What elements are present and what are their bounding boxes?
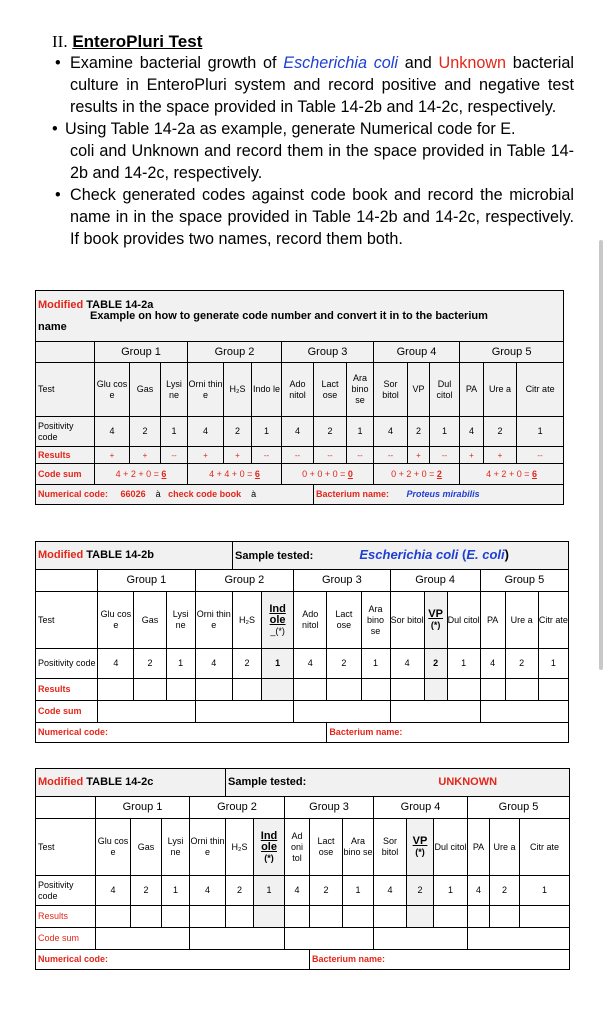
row-label: Results <box>36 679 98 701</box>
code-sum-expression: 4 + 2 + 0 = <box>115 468 162 479</box>
result-input-cell[interactable] <box>310 906 343 928</box>
positivity-value: 2 <box>484 417 517 447</box>
positivity-value: 1 <box>252 417 282 447</box>
blank-cell <box>36 797 96 819</box>
test-name: Lact ose <box>314 363 347 417</box>
table-title-cell <box>36 769 226 797</box>
result-value: -- <box>282 447 314 464</box>
group-label: Group 4 <box>374 797 468 819</box>
positivity-value: 2 <box>505 649 538 679</box>
result-value: -- <box>374 447 408 464</box>
test-name: Orni thin e <box>190 819 226 876</box>
group-label: Group 2 <box>190 797 285 819</box>
positivity-value: 4 <box>285 876 310 906</box>
positivity-value: 1 <box>538 649 568 679</box>
positivity-value: 4 <box>98 649 134 679</box>
result-input-cell[interactable] <box>343 906 374 928</box>
row-label: Results <box>36 906 96 928</box>
test-row <box>36 363 564 417</box>
table-14-2c <box>35 768 570 970</box>
result-value: -- <box>517 447 564 464</box>
test-name: Glu cos e <box>96 819 131 876</box>
instruction-text: bacterial culture in EnteroPluri system and record positive and negative test results in the space provided in Table 14-2b and 14-2c, respectively. <box>70 54 574 116</box>
group-row <box>36 342 564 363</box>
positivity-value: 4 <box>460 417 484 447</box>
group-label: Group 2 <box>195 570 294 592</box>
test-name: Lysi ne <box>161 363 188 417</box>
positivity-value: 1 <box>447 649 480 679</box>
test-name: Ure a <box>505 592 538 649</box>
result-input-cell[interactable] <box>327 679 361 701</box>
positivity-value: 1 <box>162 876 190 906</box>
result-value: + <box>95 447 130 464</box>
positivity-value: 2 <box>233 649 262 679</box>
bullet-icon: • <box>52 120 58 138</box>
table-title: TABLE 14-2a <box>86 298 154 311</box>
row-label: Positivity code <box>36 649 98 679</box>
group-label: Group 2 <box>188 342 282 363</box>
test-name: H₂S <box>233 592 262 649</box>
sample-paren: ) <box>504 547 509 562</box>
code-sum <box>188 464 282 485</box>
test-name: Ado nitol <box>282 363 314 417</box>
unknown-label: Unknown <box>438 54 507 72</box>
code-sum-input[interactable] <box>390 701 480 723</box>
sample-abbrev: E. coli <box>466 547 505 562</box>
arrow-glyph: à <box>155 489 161 499</box>
code-sum-expression: 0 + 0 + 0 = <box>302 468 348 479</box>
code-sum-expression: 0 + 2 + 0 = <box>391 468 437 479</box>
positivity-row <box>36 876 570 906</box>
indole-note: _(*) <box>270 625 285 636</box>
positivity-value: 1 <box>520 876 570 906</box>
result-input-cell[interactable] <box>480 679 505 701</box>
bacterium-name-label: Bacterium name: <box>312 954 386 964</box>
positivity-value: 2 <box>130 417 161 447</box>
row-label: Code sum <box>36 928 96 950</box>
positivity-value: 2 <box>310 876 343 906</box>
test-name: Dul citol <box>434 819 468 876</box>
positivity-row <box>36 649 569 679</box>
numerical-row <box>36 485 564 505</box>
positivity-value: 1 <box>430 417 460 447</box>
result-input-cell[interactable] <box>190 906 226 928</box>
result-input-cell[interactable] <box>490 906 520 928</box>
test-name: Dul citol <box>430 363 460 417</box>
group-label: Group 5 <box>460 342 564 363</box>
result-input-cell[interactable] <box>262 679 294 701</box>
test-name-vp <box>407 819 434 876</box>
instruction-text: Examine bacterial growth of <box>70 54 284 72</box>
group-label: Group 3 <box>282 342 374 363</box>
group-label: Group 3 <box>294 570 390 592</box>
result-input-cell[interactable] <box>226 906 254 928</box>
positivity-value: 4 <box>95 417 130 447</box>
instruction-text: Check generated codes against code book and record the microbial name in in the space provided in Table 14-2b and 14-2c, respectively. If book provides two names, record them both. <box>70 186 574 248</box>
section-number: II. <box>52 32 68 51</box>
code-sum-input[interactable] <box>468 928 570 950</box>
positivity-row <box>36 417 564 447</box>
result-input-cell[interactable] <box>98 679 134 701</box>
result-input-cell[interactable] <box>447 679 480 701</box>
code-sum-value: 6 <box>161 468 167 479</box>
test-name: Indo le <box>252 363 282 417</box>
result-input-cell[interactable] <box>285 906 310 928</box>
vp-label: VP <box>412 835 428 847</box>
sample-tested-cell <box>226 769 570 797</box>
bullet-icon: • <box>55 54 61 72</box>
result-input-cell[interactable] <box>96 906 131 928</box>
test-name: Sor bitol <box>390 592 424 649</box>
sample-tested-cell <box>233 542 569 570</box>
positivity-value: 4 <box>188 417 224 447</box>
test-name: PA <box>468 819 490 876</box>
positivity-value: 2 <box>490 876 520 906</box>
modified-label: Modified <box>38 298 84 311</box>
positivity-value: 1 <box>166 649 195 679</box>
result-input-cell[interactable] <box>233 679 262 701</box>
instruction-item <box>52 184 574 250</box>
result-value: -- <box>430 447 460 464</box>
test-name: PA <box>480 592 505 649</box>
vp-note: (*) <box>415 847 425 857</box>
result-value: + <box>408 447 430 464</box>
positivity-value: 4 <box>374 876 407 906</box>
positivity-value: 1 <box>161 417 188 447</box>
group-label: Group 4 <box>390 570 480 592</box>
sample-organism: Escherichia coli <box>359 547 459 562</box>
positivity-value: 2 <box>134 649 166 679</box>
result-input-cell[interactable] <box>131 906 162 928</box>
row-label: Code sum <box>36 464 95 485</box>
row-label: Test <box>36 592 98 649</box>
table-14-2a <box>35 290 564 505</box>
test-name: Ara bino se <box>343 819 374 876</box>
sample-paren: ( <box>462 547 467 562</box>
positivity-value: 4 <box>282 417 314 447</box>
test-name: Lysi ne <box>166 592 195 649</box>
codesum-row <box>36 464 564 485</box>
result-value: -- <box>252 447 282 464</box>
table-title-cell <box>36 542 233 570</box>
positivity-value: 2 <box>408 417 430 447</box>
test-name: Orni thin e <box>195 592 232 649</box>
result-value: -- <box>347 447 374 464</box>
test-name-indole <box>262 592 294 649</box>
codesum-row <box>36 701 569 723</box>
numerical-code-cell[interactable] <box>36 950 310 970</box>
test-name: Citr ate <box>517 363 564 417</box>
code-sum-value: 2 <box>436 468 442 479</box>
test-name: VP <box>408 363 430 417</box>
positivity-value: 4 <box>390 649 424 679</box>
test-name: Ad oni tol <box>285 819 310 876</box>
sample-tested-label: Sample tested: <box>228 776 307 788</box>
modified-label: Modified <box>38 776 84 788</box>
sample-tested-label: Sample tested: <box>235 550 314 562</box>
test-row <box>36 819 570 876</box>
numerical-code-value: 66026 <box>120 489 146 499</box>
table-14-2b <box>35 541 569 743</box>
group-label: Group 5 <box>468 797 570 819</box>
numerical-row <box>36 950 570 970</box>
group-label: Group 1 <box>95 342 188 363</box>
code-sum <box>460 464 564 485</box>
positivity-value: 4 <box>480 649 505 679</box>
code-sum <box>374 464 460 485</box>
arrow-glyph: à <box>251 489 257 499</box>
positivity-value: 1 <box>343 876 374 906</box>
positivity-value: 2 <box>314 417 347 447</box>
instruction-list <box>52 52 574 250</box>
indole-label: Ind ole <box>269 602 286 626</box>
test-name: Lysi ne <box>162 819 190 876</box>
test-name-vp <box>424 592 447 649</box>
positivity-value: 1 <box>434 876 468 906</box>
result-input-cell[interactable] <box>361 679 390 701</box>
bacterium-name-cell[interactable] <box>310 950 570 970</box>
result-input-cell[interactable] <box>162 906 190 928</box>
positivity-value: 4 <box>96 876 131 906</box>
instruction-item <box>52 118 574 184</box>
bacterium-name-label: Bacterium name: <box>329 727 403 737</box>
test-name: Ure a <box>484 363 517 417</box>
section-title: EnteroPluri Test <box>72 32 203 51</box>
positivity-value: 2 <box>424 649 447 679</box>
test-name: Ure a <box>490 819 520 876</box>
code-sum-input[interactable] <box>294 701 390 723</box>
numerical-code-label: Numerical code: <box>38 489 109 499</box>
positivity-value: 4 <box>294 649 327 679</box>
sample-tested-value <box>359 547 509 562</box>
numerical-code-cell[interactable] <box>36 723 327 743</box>
code-sum-input[interactable] <box>195 701 294 723</box>
test-name: Orni thin e <box>188 363 224 417</box>
scrollbar[interactable] <box>599 240 603 670</box>
test-name: Dul citol <box>447 592 480 649</box>
check-code-book-text: check code book <box>168 489 242 499</box>
indole-note: (*) <box>264 852 274 863</box>
result-value: + <box>188 447 224 464</box>
result-input-cell[interactable] <box>468 906 490 928</box>
result-input-cell[interactable] <box>424 679 447 701</box>
test-name: H₂S <box>226 819 254 876</box>
test-name: Ara bino se <box>361 592 390 649</box>
results-row <box>36 679 569 701</box>
positivity-value: 1 <box>361 649 390 679</box>
table-header <box>36 542 569 570</box>
result-input-cell[interactable] <box>407 906 434 928</box>
result-input-cell[interactable] <box>166 679 195 701</box>
code-sum <box>282 464 374 485</box>
test-row <box>36 592 569 649</box>
test-name: Citr ate <box>520 819 570 876</box>
code-sum-expression: 4 + 2 + 0 = <box>486 468 532 479</box>
bacterium-name-cell <box>314 485 564 505</box>
section-heading <box>52 32 202 52</box>
numerical-code-label: Numerical code: <box>38 954 109 964</box>
blank-cell <box>36 342 95 363</box>
group-label: Group 1 <box>98 570 195 592</box>
instruction-text: and <box>398 54 439 72</box>
test-name: Ado nitol <box>294 592 327 649</box>
row-label: Test <box>36 819 96 876</box>
table-title: TABLE 14-2b <box>86 549 154 561</box>
result-value: + <box>224 447 252 464</box>
positivity-value: 1 <box>347 417 374 447</box>
table-title: TABLE 14-2c <box>86 776 154 788</box>
code-sum <box>95 464 188 485</box>
code-sum-input[interactable] <box>285 928 374 950</box>
result-input-cell[interactable] <box>538 679 568 701</box>
sample-tested-value: UNKNOWN <box>438 776 498 788</box>
result-input-cell[interactable] <box>434 906 468 928</box>
row-label: Code sum <box>36 701 98 723</box>
result-value: -- <box>161 447 188 464</box>
code-sum-input[interactable] <box>480 701 568 723</box>
row-label: Test <box>36 363 95 417</box>
test-name: PA <box>460 363 484 417</box>
row-label: Results <box>36 447 95 464</box>
row-label: Positivity code <box>36 417 95 447</box>
vp-label: VP <box>428 608 443 620</box>
result-input-cell[interactable] <box>374 906 407 928</box>
positivity-value: 2 <box>407 876 434 906</box>
instruction-item <box>52 52 574 118</box>
results-row <box>36 906 570 928</box>
result-input-cell[interactable] <box>390 679 424 701</box>
code-sum-input[interactable] <box>374 928 468 950</box>
positivity-value: 1 <box>517 417 564 447</box>
test-name: Ara bino se <box>347 363 374 417</box>
modified-label: Modified <box>38 549 84 561</box>
numerical-code-cell <box>36 485 314 505</box>
positivity-value: 2 <box>226 876 254 906</box>
result-input-cell[interactable] <box>294 679 327 701</box>
group-label: Group 1 <box>96 797 190 819</box>
positivity-value: 1 <box>254 876 285 906</box>
bacterium-name-label: Bacterium name: <box>316 489 390 499</box>
test-name: Gas <box>130 363 161 417</box>
positivity-value: 4 <box>468 876 490 906</box>
instruction-text: Using Table 14-2a as example, generate Numerical code for E. <box>65 120 516 138</box>
positivity-value: 4 <box>374 417 408 447</box>
test-name: H₂S <box>224 363 252 417</box>
code-sum-value: 6 <box>254 468 260 479</box>
result-value: + <box>484 447 517 464</box>
results-row <box>36 447 564 464</box>
organism-name: Escherichia coli <box>283 54 398 72</box>
result-input-cell[interactable] <box>520 906 570 928</box>
instruction-text: coli and Unknown and record them in the space provided in Table 14-2b and 14-2c, respectively. <box>70 142 574 182</box>
bullet-icon: • <box>55 186 61 204</box>
code-sum-value: 0 <box>347 468 353 479</box>
bacterium-name-cell[interactable] <box>327 723 569 743</box>
numerical-code-label: Numerical code: <box>38 727 109 737</box>
test-name: Lact ose <box>310 819 343 876</box>
code-sum-value: 6 <box>531 468 537 479</box>
result-input-cell[interactable] <box>134 679 166 701</box>
vp-note: (*) <box>430 620 441 630</box>
blank-cell <box>36 570 98 592</box>
positivity-value: 1 <box>262 649 294 679</box>
positivity-value: 4 <box>190 876 226 906</box>
test-name: Lact ose <box>327 592 361 649</box>
table-subtitle: Example on how to generate code number and convert it in to the bacterium <box>90 309 488 322</box>
table-header <box>36 769 570 797</box>
test-name: Citr ate <box>538 592 568 649</box>
group-row <box>36 570 569 592</box>
test-name: Glu cos e <box>95 363 130 417</box>
codesum-row <box>36 928 570 950</box>
group-label: Group 5 <box>480 570 568 592</box>
positivity-value: 2 <box>224 417 252 447</box>
group-label: Group 4 <box>374 342 460 363</box>
test-name: Sor bitol <box>374 819 407 876</box>
row-label: Positivity code <box>36 876 96 906</box>
test-name: Gas <box>131 819 162 876</box>
code-sum-input[interactable] <box>190 928 285 950</box>
result-value: + <box>130 447 161 464</box>
result-value: -- <box>314 447 347 464</box>
test-name: Sor bitol <box>374 363 408 417</box>
indole-label: Ind ole <box>260 829 278 853</box>
positivity-value: 2 <box>131 876 162 906</box>
numerical-row <box>36 723 569 743</box>
group-row <box>36 797 570 819</box>
test-name: Glu cos e <box>98 592 134 649</box>
bacterium-name-value: Proteus mirabilis <box>406 489 480 499</box>
table-header <box>36 291 564 342</box>
code-sum-input[interactable] <box>98 701 195 723</box>
result-input-cell[interactable] <box>195 679 232 701</box>
test-name: Gas <box>134 592 166 649</box>
positivity-value: 2 <box>327 649 361 679</box>
table-subtitle: name <box>38 320 67 333</box>
code-sum-input[interactable] <box>96 928 190 950</box>
group-label: Group 3 <box>285 797 374 819</box>
result-input-cell[interactable] <box>505 679 538 701</box>
test-name-indole <box>254 819 285 876</box>
result-value: + <box>460 447 484 464</box>
code-sum-expression: 4 + 4 + 0 = <box>209 468 255 479</box>
positivity-value: 4 <box>195 649 232 679</box>
result-input-cell[interactable] <box>254 906 285 928</box>
